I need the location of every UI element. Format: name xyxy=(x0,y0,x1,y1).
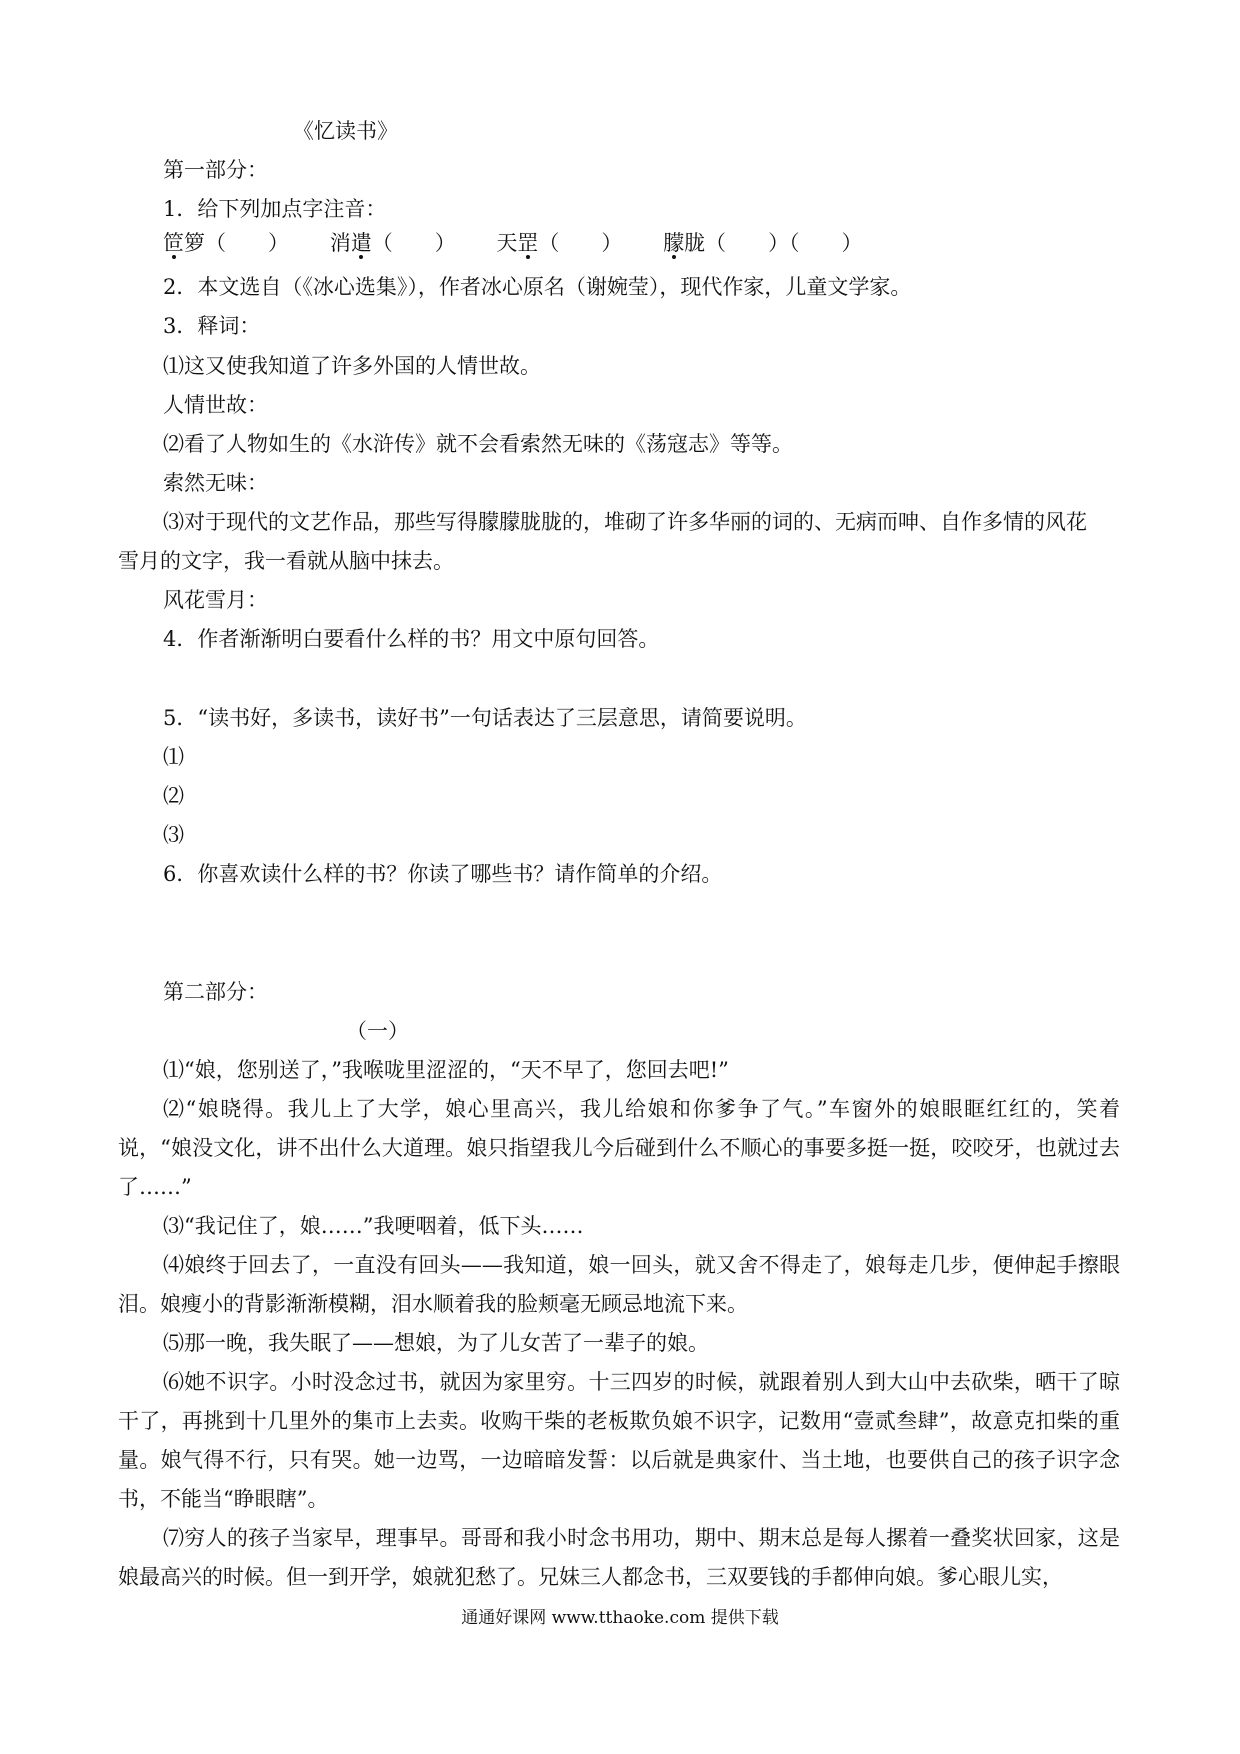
pinyin-item-4: 朦胧（ ）（ ） xyxy=(663,231,863,255)
part1-heading: 第一部分： xyxy=(163,158,268,182)
question-3-label: 3．释词： xyxy=(163,314,261,338)
question-5-answer-2: ⑵ xyxy=(163,784,184,808)
document-title: 《忆读书》 xyxy=(293,119,398,143)
section-heading: （一） xyxy=(346,1019,409,1043)
paragraph-5: ⑸那一晚，我失眠了——想娘，为了儿女苦了一辈子的娘。 xyxy=(163,1331,709,1355)
pinyin-item-3: 天罡（ ） xyxy=(496,231,623,255)
pinyin-item-1: 笸箩（ ） xyxy=(163,231,289,255)
pinyin-item-2: 消遣（ ） xyxy=(329,231,456,255)
question-3-sentence-3a: ⑶对于现代的文艺作品，那些写得朦朦胧胧的，堆砌了许多华丽的词的、无病而呻、自作多情的风花 xyxy=(163,510,1087,534)
question-3-word-3: 风花雪月： xyxy=(163,588,268,612)
question-5-answer-1: ⑴ xyxy=(163,745,184,769)
question-3-word-2: 索然无味： xyxy=(163,471,268,495)
question-1-items xyxy=(163,228,1120,258)
question-3-sentence-3b: 雪月的文字，我一看就从脑中抹去。 xyxy=(118,549,454,573)
paragraph-7: ⑺穷人的孩子当家早，理事早。哥哥和我小时念书用功，期中、期末总是每人摞着一叠奖状回家，这是娘最高兴的时候。但一到开学，娘就犯愁了。兄妹三人都念书，三双要钱的手都伸向娘。爹心眼儿实， xyxy=(118,1526,1120,1589)
paragraph-3: ⑶“我记住了，娘……”我哽咽着，低下头…… xyxy=(163,1214,584,1238)
paragraph-1: ⑴“娘，您别送了，”我喉咙里涩涩的，“天不早了，您回去吧!” xyxy=(163,1058,729,1082)
page-footer: 通通好课网 www.tthaoke.com 提供下载 xyxy=(461,1608,779,1628)
question-1-label: 1．给下列加点字注音： xyxy=(163,197,387,221)
question-3-sentence-1: ⑴这又使我知道了许多外国的人情世故。 xyxy=(163,354,541,378)
question-5-answer-3: ⑶ xyxy=(163,823,184,847)
question-3-word-1: 人情世故： xyxy=(163,393,268,417)
paragraph-2: ⑵“娘晓得。我儿上了大学，娘心里高兴，我儿给娘和你爹争了气。”车窗外的娘眼眶红红的，笑着说，“娘没文化，讲不出什么大道理。娘只指望我儿今后碰到什么不顺心的事要多挺一挺，咬咬牙，也就过去了……” xyxy=(118,1097,1120,1199)
question-2: 2．本文选自（《冰心选集》），作者冰心原名（谢婉莹），现代作家，儿童文学家。 xyxy=(163,275,912,299)
question-3-sentence-2: ⑵看了人物如生的《水浒传》就不会看索然无味的《荡寇志》等等。 xyxy=(163,432,793,456)
question-5-label: 5．“读书好，多读书，读好书”一句话表达了三层意思，请简要说明。 xyxy=(163,706,807,730)
question-6: 6．你喜欢读什么样的书？你读了哪些书？请作简单的介绍。 xyxy=(163,862,723,886)
part2-heading: 第二部分： xyxy=(163,980,268,1004)
paragraph-6: ⑹她不识字。小时没念过书，就因为家里穷。十三四岁的时候，就跟着别人到大山中去砍柴，晒干了晾干了，再挑到十几里外的集市上去卖。收购干柴的老板欺负娘不识字，记数用“壹贰叁肆”，故意克扣柴的重量。娘气得不行，只有哭。她一边骂，一边暗暗发誓：以后就是典家什、当土地，也要供自己的孩子识字念书，不能当“睁眼瞎”。 xyxy=(118,1370,1120,1511)
paragraph-4: ⑷娘终于回去了，一直没有回头——我知道，娘一回头，就又舍不得走了，娘每走几步，便伸起手擦眼泪。娘瘦小的背影渐渐模糊，泪水顺着我的脸颊毫无顾忌地流下来。 xyxy=(118,1253,1120,1316)
question-4: 4．作者渐渐明白要看什么样的书？用文中原句回答。 xyxy=(163,627,660,651)
